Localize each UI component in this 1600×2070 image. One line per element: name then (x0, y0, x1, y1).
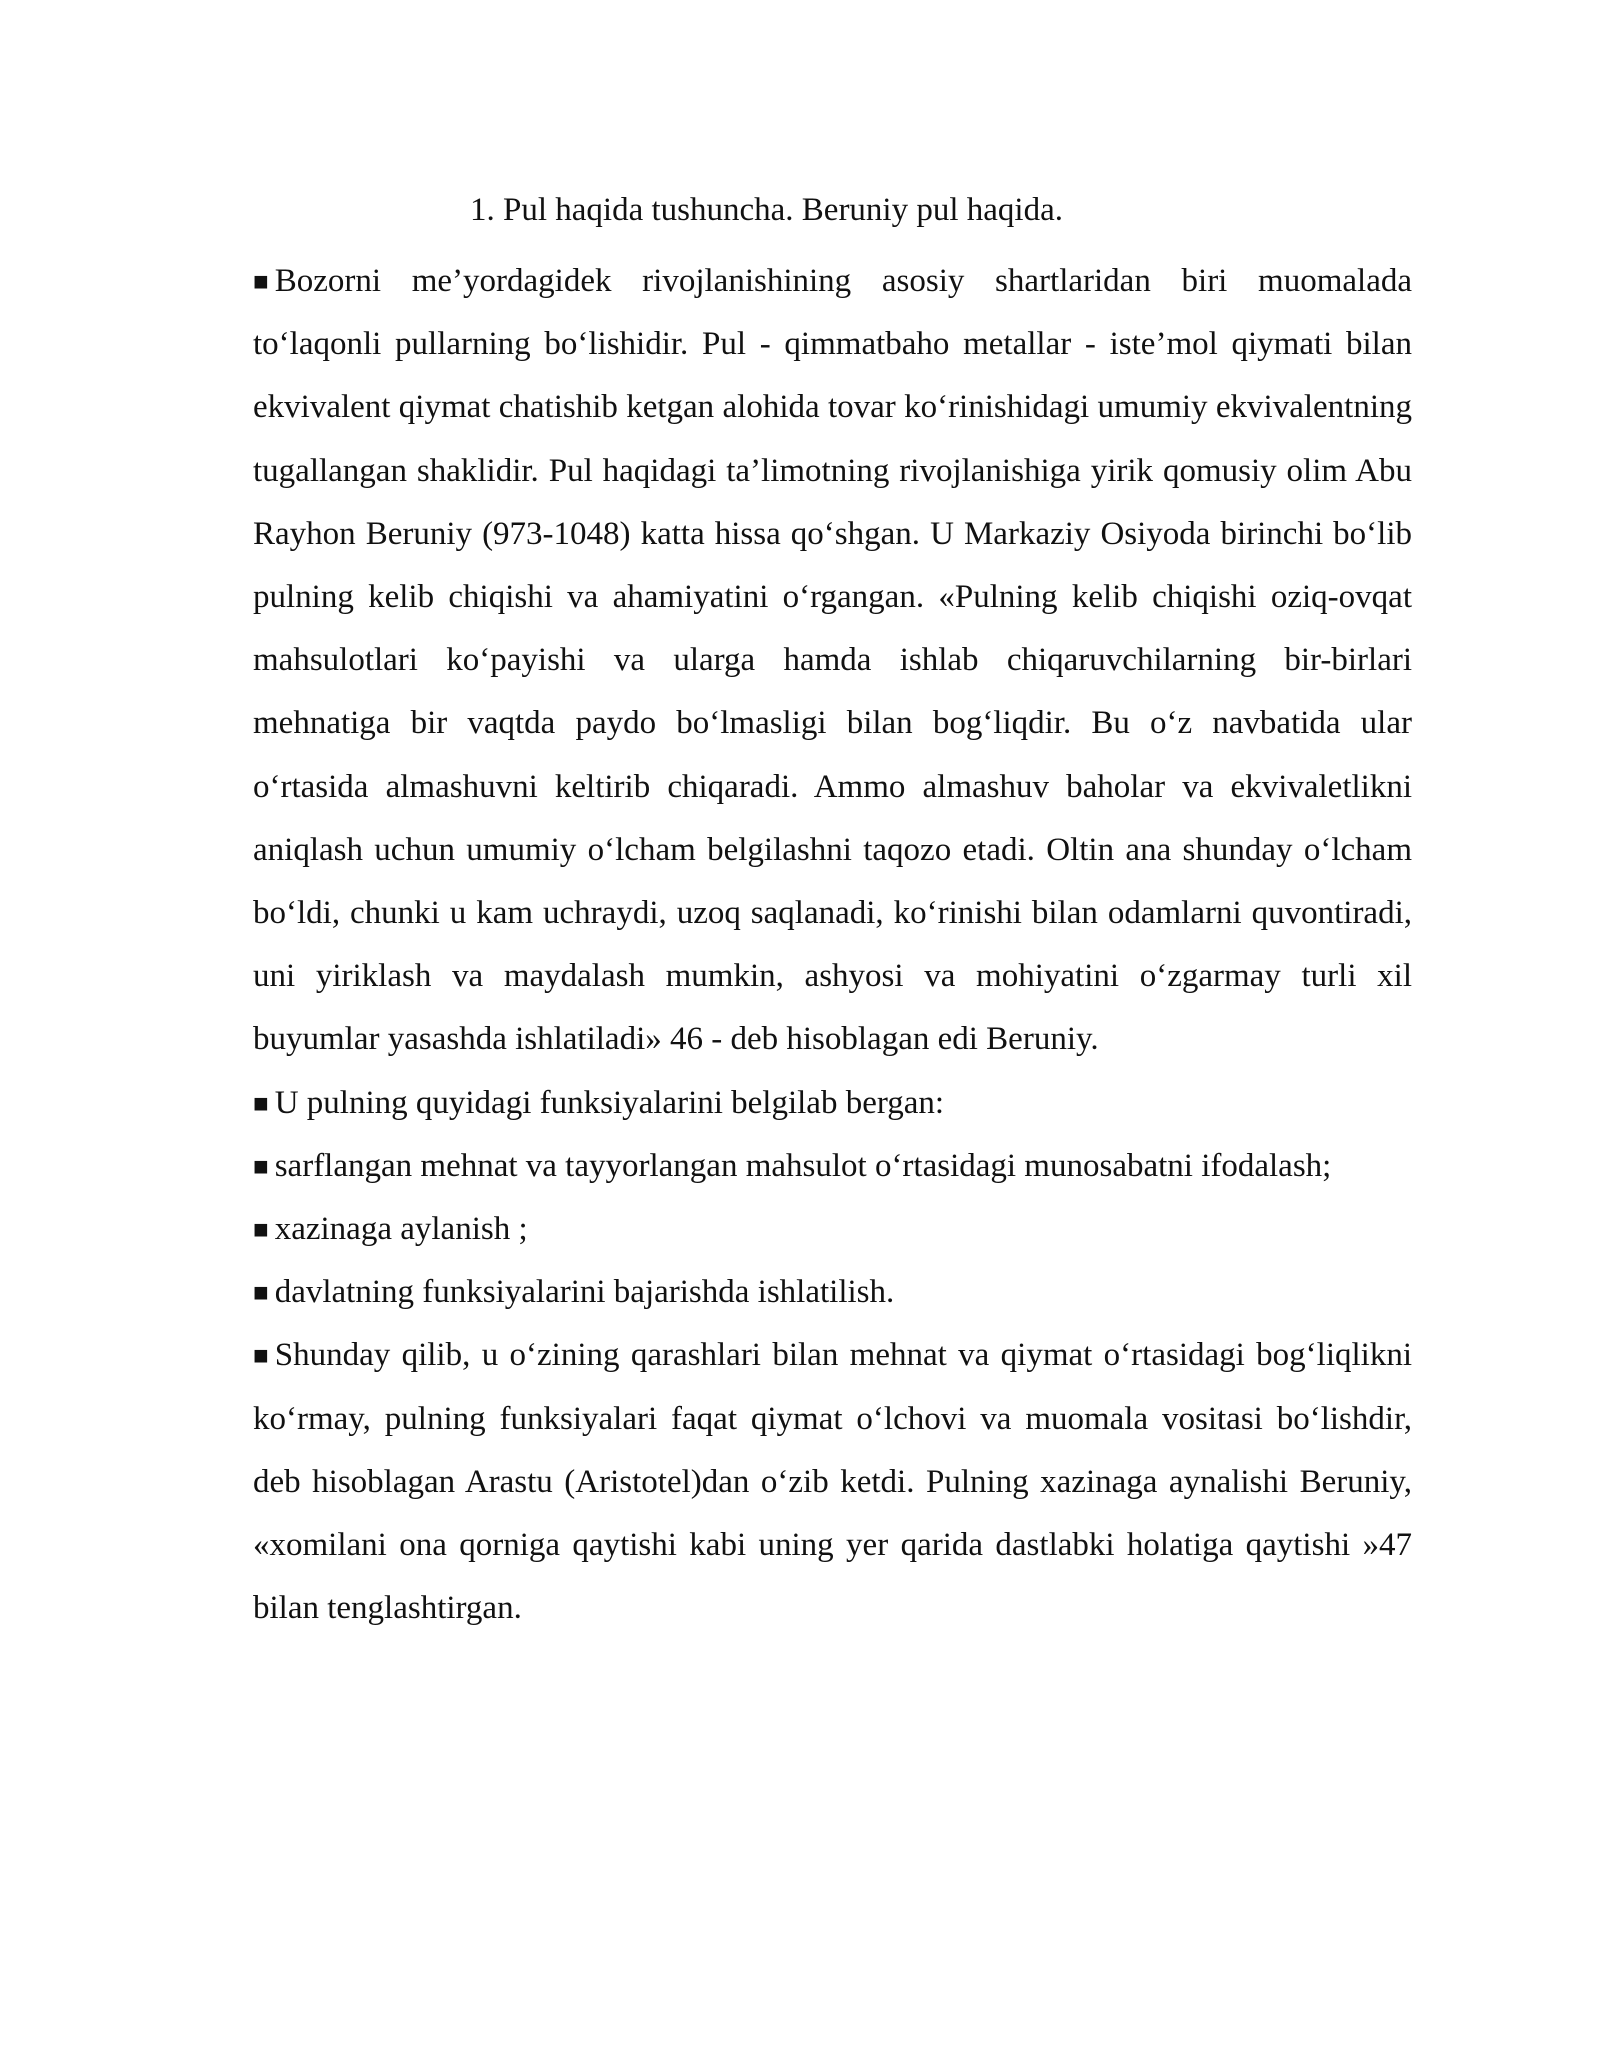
paragraph-text: sarflangan mehnat va tayyorlangan mahsulot o‘rtasidagi munosabatni ifodalash; (274, 1147, 1332, 1184)
document-title: 1. Pul haqida tushuncha. Beruniy pul haqida. (470, 192, 1063, 228)
bullet-square-icon: ■ (253, 1151, 269, 1181)
paragraph-functions-lead (253, 1072, 1412, 1135)
list-item-function-3 (253, 1261, 1412, 1324)
paragraph-text: Bozorni me’yordagidek rivojlanishining asosiy shartlaridan biri muomalada to‘laqonli pullarning bo‘lishidir. Pul - qimmatbaho metallar - iste’mol qiymati bilan ekvivalent qiymat chatishib ketgan alohida tovar ko‘rinishidagi umumiy ekvivalentning tugallangan shaklidir. Pul haqidagi ta’limotning rivojlanishiga yirik qomusiy olim Abu Rayhon Beruniy (973-1048) katta hissa qo‘shgan. U Markaziy Osiyoda birinchi bo‘lib pulning kelib chiqishi va ahamiyatini o‘rgangan. «Pulning kelib chiqishi oziq-ovqat mahsulotlari ko‘payishi va ularga hamda ishlab chiqaruvchilarning bir-birlari mehnatiga bir vaqtda paydo bo‘lmasligi bilan bog‘liqdir. Bu o‘z navbatida ular o‘rtasida almashuvni keltirib chiqaradi. Ammo almashuv baholar va ekvivaletlikni aniqlash uchun umumiy o‘lcham belgilashni taqozo etadi. Oltin ana shunday o‘lcham bo‘ldi, chunki u kam uchraydi, uzoq saqlanadi, ko‘rinishi bilan odamlarni quvontiradi, uni yiriklash va maydalash mumkin, ashyosi va mohiyatini o‘zgarmay turli xil buyumlar yasashda ishlatiladi» 46 - deb hisoblagan edi Beruniy. (253, 263, 1412, 1058)
bullet-square-icon: ■ (253, 1215, 269, 1245)
paragraph-text: davlatning funksiyalarini bajarishda ishlatilish. (274, 1274, 895, 1311)
paragraph-text: U pulning quyidagi funksiyalarini belgilab bergan: (274, 1084, 945, 1121)
bullet-square-icon: ■ (253, 1088, 269, 1118)
list-item-function-1 (253, 1135, 1412, 1198)
paragraph-text: xazinaga aylanish ; (274, 1211, 528, 1248)
bullet-square-icon: ■ (253, 1341, 269, 1371)
paragraph-text: Shunday qilib, u o‘zining qarashlari bilan mehnat va qiymat o‘rtasidagi bog‘liqlikni ko‘rmay, pulning funksiyalari faqat qiymat o‘lchovi va muomala vositasi bo‘lishdir, deb hisoblagan Arastu (Aristotel)dan o‘zib ketdi. Pulning xazinaga aynalishi Beruniy, «xomilani ona qorniga qaytishi kabi uning yer qarida dastlabki holatiga qaytishi »47 bilan tenglashtirgan. (253, 1337, 1412, 1627)
document-body (253, 250, 1412, 1640)
bullet-square-icon: ■ (253, 1278, 269, 1308)
paragraph-conclusion (253, 1324, 1412, 1640)
bullet-square-icon: ■ (253, 267, 269, 296)
list-item-function-2 (253, 1198, 1412, 1261)
paragraph-intro (253, 250, 1412, 1072)
